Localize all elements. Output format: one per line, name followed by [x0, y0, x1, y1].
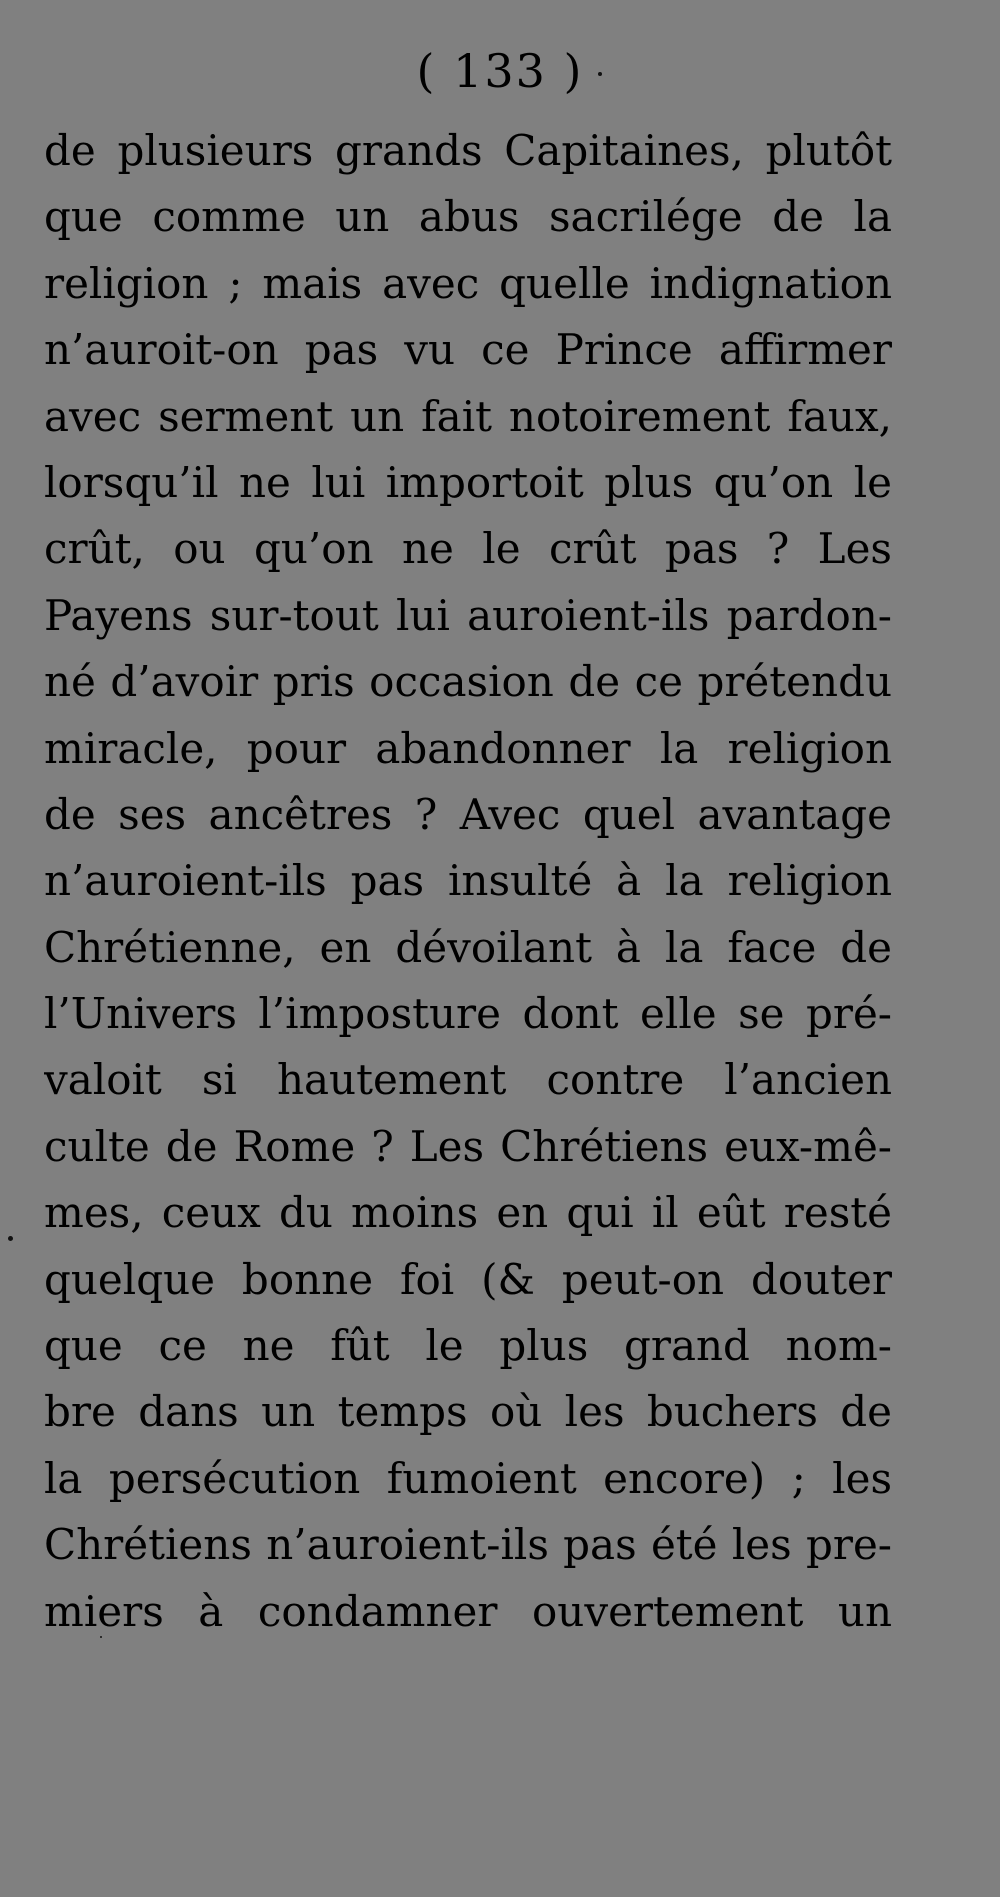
text-line: de ses ancêtres ? Avec quel avantage: [44, 789, 892, 839]
body-text: [44, 118, 892, 1645]
text-line: culte de Rome ? Les Chrétiens eux-mê-: [44, 1121, 892, 1171]
text-line: bre dans un temps où les buchers de: [44, 1387, 892, 1437]
ink-speck: [598, 72, 602, 76]
text-line: Chrétienne, en dévoilant à la face de: [44, 922, 892, 972]
text-line: que comme un abus sacrilége de la: [44, 192, 892, 242]
ink-speck: [100, 1636, 102, 1638]
page-number: ( 133 ): [416, 44, 584, 98]
text-line: mes, ceux du moins en qui il eût resté: [44, 1188, 892, 1238]
text-line: que ce ne fût le plus grand nom-: [44, 1321, 892, 1371]
text-line: miracle, pour abandonner la religion: [44, 723, 892, 773]
text-line: lorsqu’il ne lui importoit plus qu’on le: [44, 457, 892, 507]
text-line: Chrétiens n’auroient-ils pas été les pre-: [44, 1520, 892, 1570]
text-line: n’auroit-on pas vu ce Prince affirmer: [44, 325, 892, 375]
text-line: crût, ou qu’on ne le crût pas ? Les: [44, 524, 892, 574]
text-line: la persécution fumoient encore) ; les: [44, 1453, 892, 1503]
text-line: n’auroient-ils pas insulté à la religion: [44, 856, 892, 906]
text-line: Payens sur-tout lui auroient-ils pardon-: [44, 590, 892, 640]
text-line: miers à condamner ouvertement un: [44, 1586, 892, 1636]
ink-speck: [8, 1236, 13, 1241]
text-line: avec serment un fait notoirement faux,: [44, 391, 892, 441]
text-line: quelque bonne foi (& peut-on douter: [44, 1254, 892, 1304]
text-line: l’Univers l’imposture dont elle se pré-: [44, 989, 892, 1039]
text-line: de plusieurs grands Capitaines, plutôt: [44, 126, 892, 175]
text-line: religion ; mais avec quelle indignation: [44, 258, 892, 308]
text-line: valoit si hautement contre l’ancien: [44, 1055, 892, 1105]
text-line: né d’avoir pris occasion de ce prétendu: [44, 657, 892, 707]
